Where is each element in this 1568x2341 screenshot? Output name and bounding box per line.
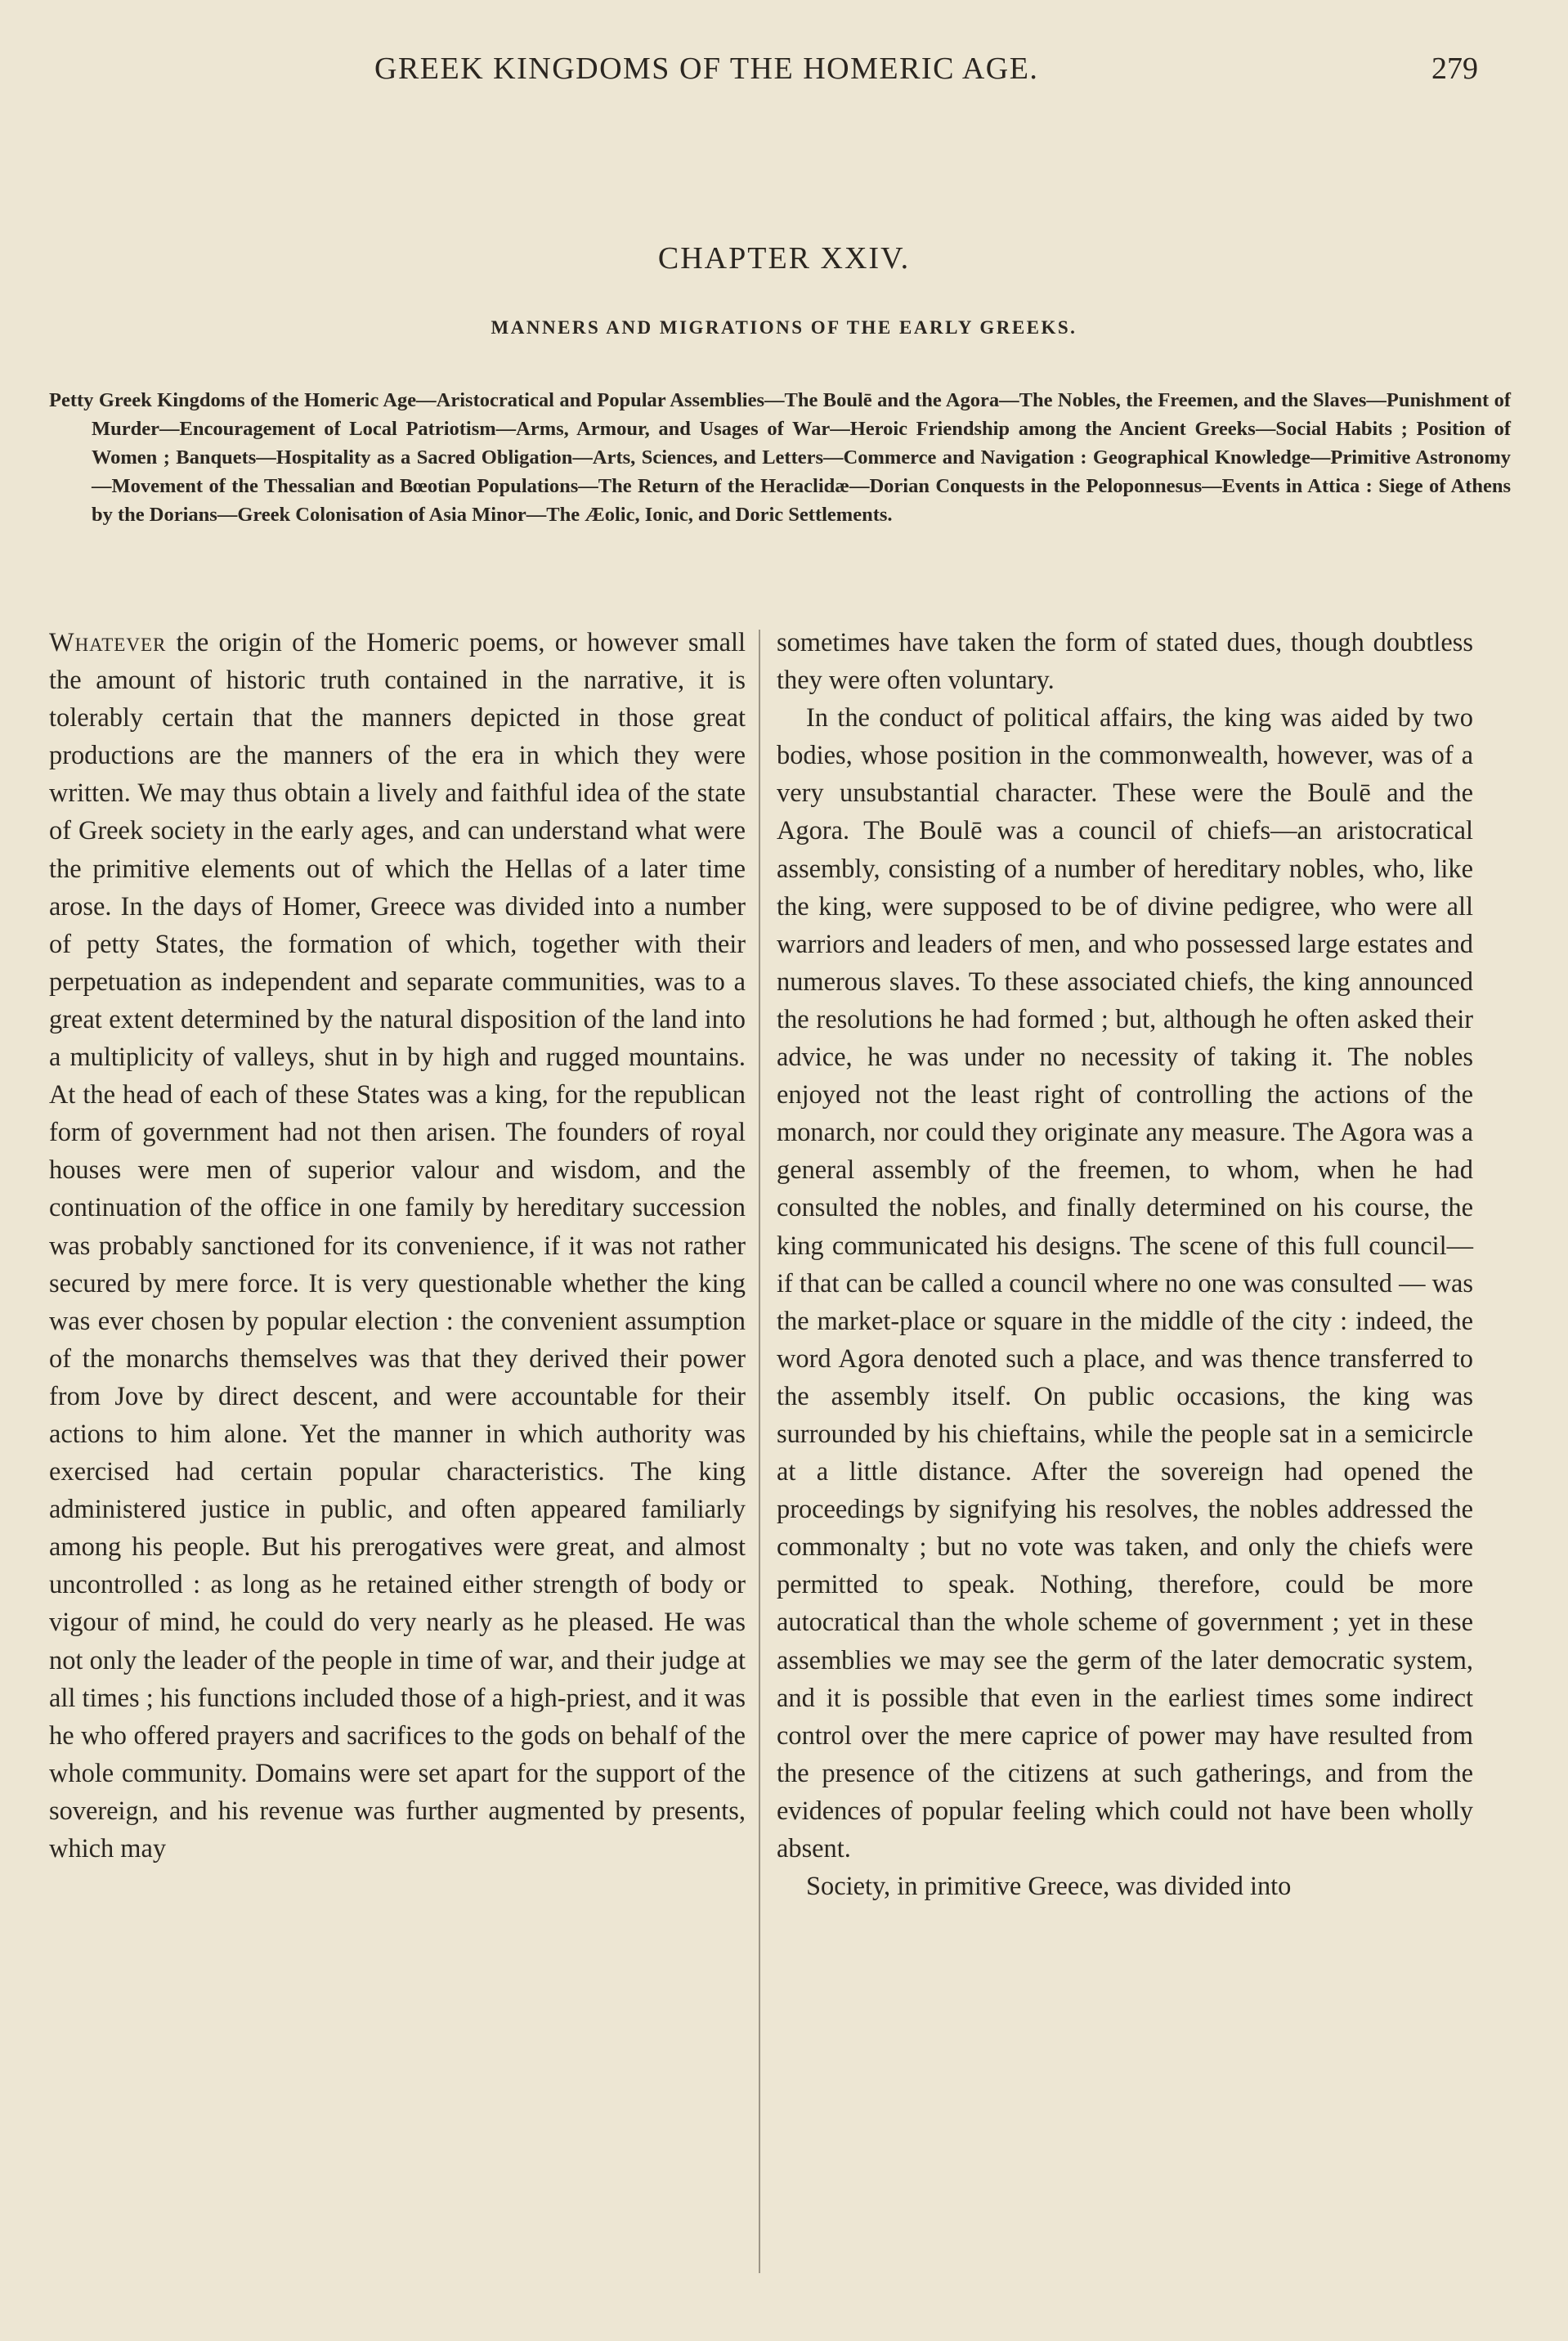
- body-paragraph: [49, 624, 746, 1868]
- body-paragraph: sometimes have taken the form of stated dues, though doubtless they were often voluntary.: [777, 628, 1473, 696]
- page-number: 279: [1431, 52, 1478, 86]
- right-column: [777, 624, 1473, 1905]
- column-divider: [759, 630, 760, 2273]
- left-column: [49, 624, 746, 1868]
- lead-word: Whatever: [49, 628, 167, 657]
- running-header: [65, 51, 1478, 100]
- chapter-synopsis: Petty Greek Kingdoms of the Homeric Age—Aristocratical and Popular Assemblies—The Boulē and the Agora—The Nobles, the Freemen, and the Slaves—Punishment of Murder—Encouragement of Local Patriotism—Arms, Armour, and Usages of War—Heroic Friendship among the Ancient Greeks—Social Habits ; Position of Women ; Banquets—Hospitality as a Sacred Obligation—Arts, Sciences, and Letters—Commerce and Navigation : Geographical Knowledge—Primitive Astronomy—Movement of the Thessalian and Bœotian Populations—The Return of the Heraclidæ—Dorian Conquests in the Peloponnesus—Events in Attica : Siege of Athens by the Dorians—Greek Colonisation of Asia Minor—The Æolic, Ionic, and Doric Settlements.: [49, 389, 1511, 526]
- body-paragraph: Society, in primitive Greece, was divided into: [806, 1872, 1292, 1902]
- chapter-subtitle: MANNERS AND MIGRATIONS OF THE EARLY GREEKS.: [491, 317, 1077, 338]
- chapter-title: CHAPTER XXIV.: [657, 241, 911, 276]
- paragraph-text: the origin of the Homeric poems, or however small the amount of historic truth contained in the narrative, it is tolerably certain that the manners depicted in those great productions are the manners of the era in which they were written. We may thus obtain a lively and faithful idea of the state of Greek society in the early ages, and can understand what were the primitive elements out of which the Hellas of a later time arose. In the days of Homer, Greece was divided into a number of petty States, the formation of which, together with their perpetuation as independent and separate communities, was to a great extent determined by the natural disposition of the land into a multiplicity of valleys, shut in by high and rugged mountains. At the head of each of these States was a king, for the republican form of government had not then arisen. The founders of royal houses were men of superior valour and wisdom, and the continuation of the office in one family by hereditary succession was probably sanctioned for its convenience, if it was not rather secured by mere force. It is very questionable whether the king was ever chosen by popular election : the convenient assumption of the monarchs themselves was that they derived their power from Jove by direct descent, and were accountable for their actions to him alone. Yet the manner in which authority was exercised had certain popular characteristics. The king administered justice in public, and often appeared familiarly among his people. But his prerogatives were great, and almost uncontrolled : as long as he retained either strength of body or vigour of mind, he could do very nearly as he pleased. He was not only the leader of the people in time of war, and their judge at all times ; his functions included those of a high-priest, and it was he who offered prayers and sacrifices to the gods on behalf of the whole community. Domains were set apart for the support of the sovereign, and his revenue was further augmented by presents, which may: [49, 628, 746, 1863]
- body-paragraph: In the conduct of political affairs, the king was aided by two bodies, whose position in the commonwealth, however, was of a very unsubstantial character. These were the Boulē and the Agora. The Boulē was a council of chiefs—an aristocratical assembly, consisting of a number of hereditary nobles, who, like the king, were supposed to be of divine pedigree, who were all warriors and leaders of men, and who possessed large estates and numerous slaves. To these associated chiefs, the king announced the resolutions he had formed ; but, although he often asked their advice, he was under no necessity of taking it. The nobles enjoyed not the least right of controlling the actions of the monarch, nor could they originate any measure. The Agora was a general assembly of the freemen, to whom, when he had consulted the nobles, and finally determined on his course, the king communicated his designs. The scene of this full council—if that can be called a council where no one was consulted — was the market-place or square in the middle of the city : indeed, the word Agora denoted such a place, and was thence transferred to the assembly itself. On public occasions, the king was surrounded by his chieftains, while the people sat in a semicircle at a little distance. After the sovereign had opened the proceedings by signifying his resolves, the nobles addressed the commonalty ; but no vote was taken, and only the chiefs were permitted to speak. Nothing, therefore, could be more autocratical than the whole scheme of government ; yet in these assemblies we may see the germ of the later democratic system, and it is possible that even in the earliest times some indirect control over the mere caprice of power may have resulted from the presence of the citizens at such gatherings, and from the evidences of popular feeling which could not have been wholly absent.: [777, 703, 1473, 1863]
- running-title: GREEK KINGDOMS OF THE HOMERIC AGE.: [374, 52, 1039, 86]
